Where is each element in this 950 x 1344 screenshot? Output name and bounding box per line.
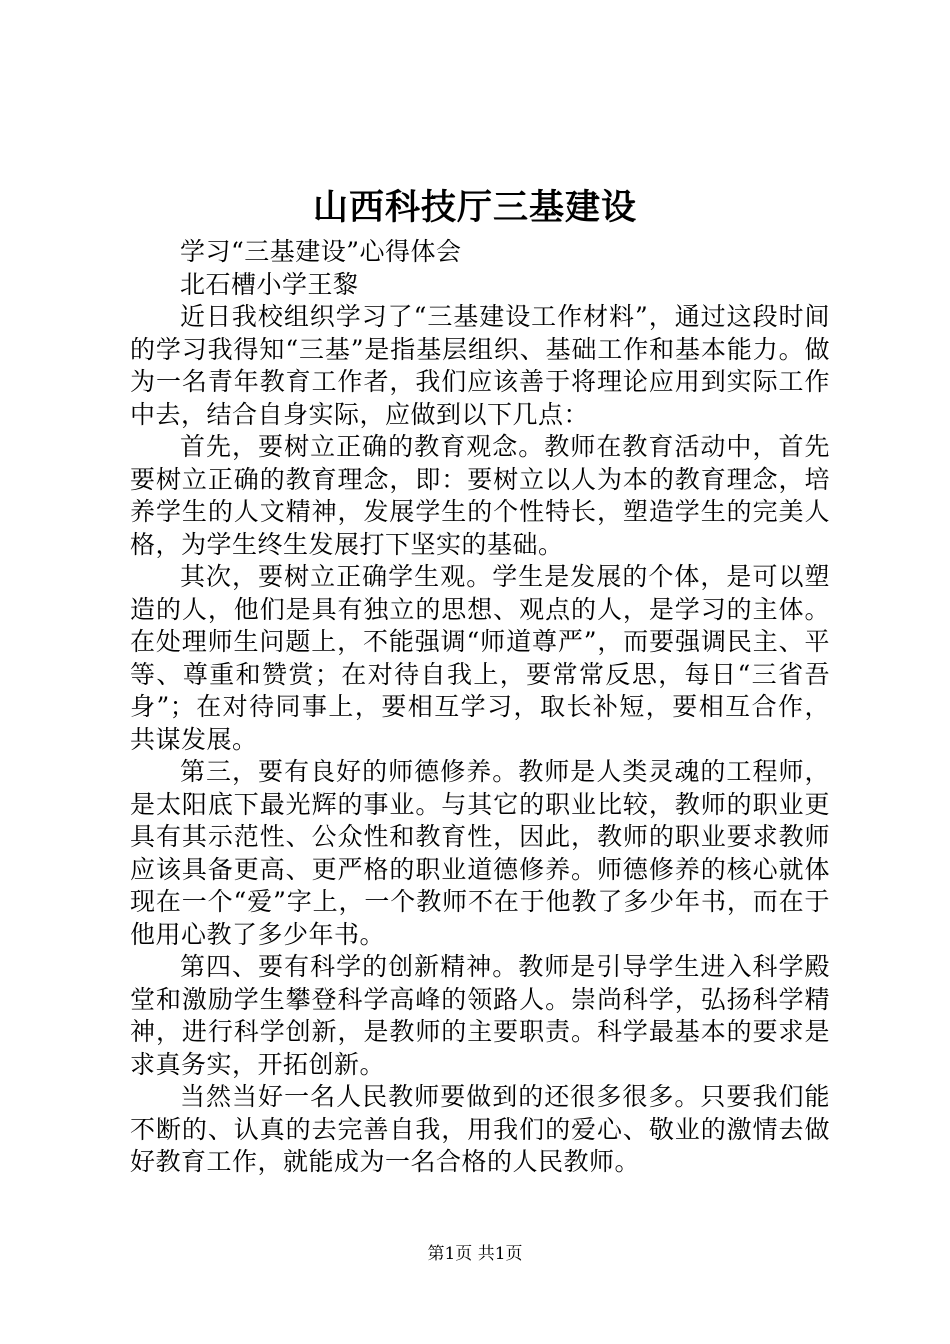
body-paragraph: 第三，要有良好的师德修养。教师是人类灵魂的工程师，是太阳底下最光辉的事业。与其它的职业比较，教师的职业更具有其示范性、公众性和教育性，因此，教师的职业要求教师应该具备更高、更严格的职业道德修养。师德修养的核心就体现在一个“爱”字上，一个教师不在于他教了多少年书，而在于他用心教了多少年书。 [130,757,830,949]
body-paragraph: 近日我校组织学习了“三基建设工作材料”，通过这段时间的学习我得知“三基”是指基层组织、基础工作和基本能力。做为一名青年教育工作者，我们应该善于将理论应用到实际工作中去，结合自身实际，应做到以下几点： [130,302,830,429]
body-paragraph: 其次，要树立正确学生观。学生是发展的个体，是可以塑造的人，他们是具有独立的思想、观点的人，是学习的主体。在处理师生问题上，不能强调“师道尊严”，而要强调民主、平等、尊重和赞赏；在对待自我上，要常常反思，每日“三省吾身”；在对待同事上，要相互学习，取长补短，要相互合作，共谋发展。 [130,562,830,754]
body-paragraph: 第四、要有科学的创新精神。教师是引导学生进入科学殿堂和激励学生攀登科学高峰的领路人。崇尚科学，弘扬科学精神，进行科学创新，是教师的主要职责。科学最基本的要求是求真务实，开拓创新。 [130,952,830,1079]
body-paragraph: 首先，要树立正确的教育观念。教师在教育活动中，首先要树立正确的教育理念，即：要树立以人为本的教育理念，培养学生的人文精神，发展学生的个性特长，塑造学生的完美人格，为学生终生发展打下坚实的基础。 [130,432,830,559]
document-body [130,236,830,1179]
document-title: 山西科技厅三基建设 [312,187,637,228]
page-number-footer: 第1页 共1页 [427,1244,523,1264]
author-paragraph: 北石槽小学王黎 [180,269,359,299]
body-paragraph: 当然当好一名人民教师要做到的还很多很多。只要我们能不断的、认真的去完善自我，用我们的爱心、敬业的激情去做好教育工作，就能成为一名合格的人民教师。 [130,1082,830,1176]
subtitle-paragraph: 学习“三基建设”心得体会 [180,237,462,266]
